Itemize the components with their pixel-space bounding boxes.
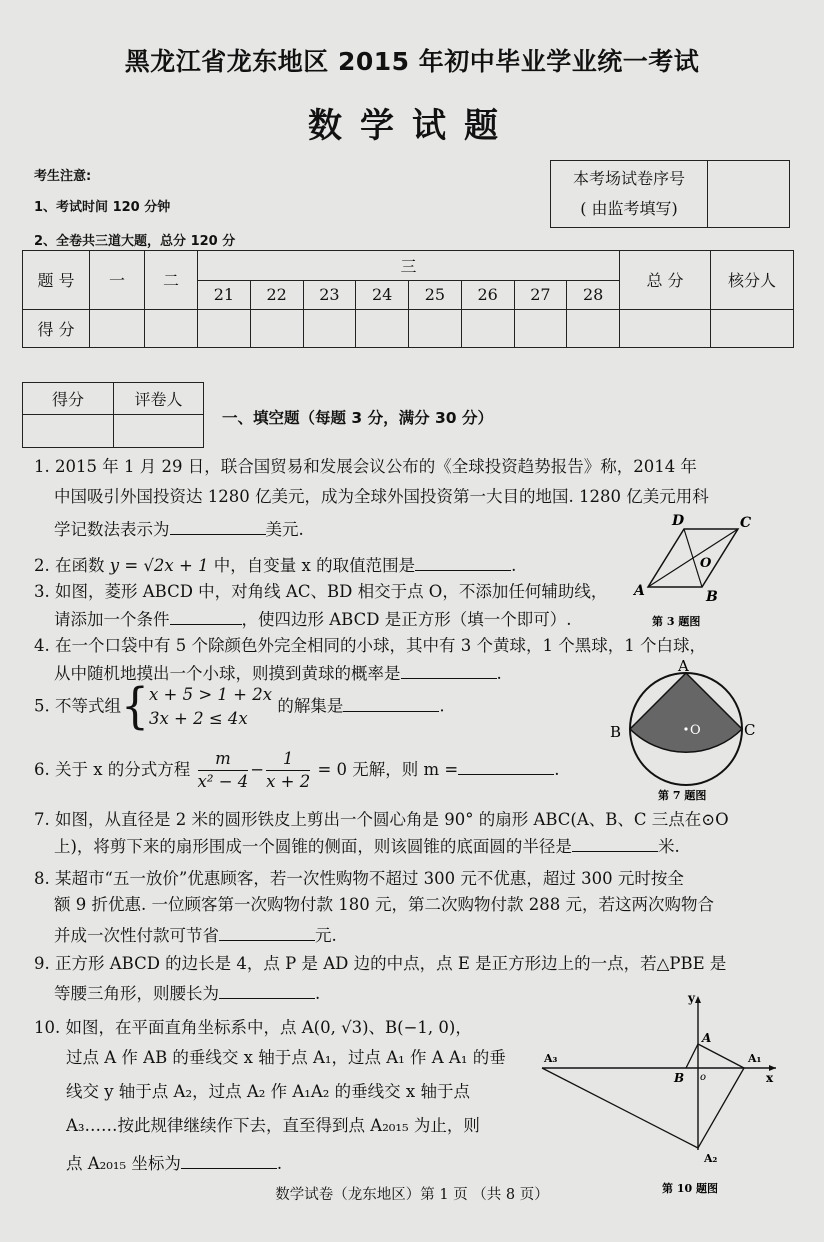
- q8-line-3: [54, 922, 337, 948]
- q6-fraction-1: [198, 748, 249, 793]
- col-total: 总 分: [620, 251, 711, 310]
- section-1-title: 一、填空题（每题 3 分，满分 30 分）: [222, 409, 493, 427]
- q8-unit: 元.: [315, 926, 337, 945]
- q7-text: 上)，将剪下来的扇形围成一个圆锥的侧面，则该圆锥的底面圆的半径是: [54, 837, 572, 856]
- sub-col-22: 22: [250, 281, 303, 309]
- q6-minus: −: [250, 760, 265, 779]
- fig3-label-b: B: [706, 589, 718, 605]
- segment-aa1: [698, 1044, 744, 1068]
- score-cell[interactable]: [303, 309, 356, 347]
- q10-line-3: 线交 y 轴于点 A₂，过点 A₂ 作 A₁A₂ 的垂线交 x 轴于点: [66, 1082, 470, 1101]
- q6-fraction-2: [266, 748, 310, 793]
- notice-item-1: 1、考试时间 120 分钟: [34, 200, 171, 215]
- q2-line: 2. 在函数 y = √2x + 1 中，自变量 x 的取值范围是 .: [34, 552, 516, 578]
- q9-line-1: 9. 正方形 ABCD 的边长是 4，点 P 是 AD 边的中点，点 E 是正方形边上的一点，若△PBE 是: [34, 954, 727, 973]
- fig3-label-o: O: [700, 556, 712, 571]
- seq-number-cell[interactable]: [708, 161, 790, 228]
- q5-inequality-2: 3x + 2 ≤ 4x: [149, 709, 248, 728]
- q2-text: 2. 在函数: [34, 556, 105, 575]
- q7-line-2: [54, 833, 680, 859]
- fig7-label-b: B: [610, 723, 622, 741]
- q4-line-1: 4. 在一个口袋中有 5 个除颜色外完全相同的小球，其中有 3 个黄球，1 个黑球，1 个白球，: [34, 636, 706, 655]
- q7-line-1: 7. 如图，从直径是 2 米的圆形铁皮上剪出一个圆心角是 90° 的扇形 ABC(A、B、C 三点在⊙O: [34, 810, 729, 829]
- q4-line-2: 从中随机地摸出一个小球，则摸到黄球的概率是 .: [54, 660, 502, 686]
- q3-line-1: 3. 如图，菱形 ABCD 中，对角线 AC、BD 相交于点 O，不添加任何辅助线，: [34, 582, 608, 601]
- q4-answer-blank[interactable]: [401, 660, 497, 679]
- q5-text: 5. 不等式组: [34, 696, 121, 716]
- score-cell[interactable]: [90, 309, 145, 347]
- score-cell[interactable]: [356, 309, 409, 347]
- q5-brace: {: [121, 678, 149, 735]
- fig7-label-o: O: [690, 723, 701, 738]
- q5-answer-blank[interactable]: [343, 693, 439, 712]
- exam-seq-box: [550, 160, 790, 228]
- seq-label-1: 本考场试卷序号: [572, 169, 685, 188]
- sub-col-21: 21: [198, 281, 251, 309]
- segment-ba: [686, 1044, 698, 1068]
- col-checker: 核分人: [711, 251, 794, 310]
- fig3-label-c: C: [740, 515, 752, 531]
- q7-answer-blank[interactable]: [572, 833, 658, 852]
- q1-line-2: 中国吸引外国投资达 1280 亿美元，成为全球外国投资第一大目的地国. 1280 亿美元用科: [54, 487, 709, 506]
- score-cell[interactable]: [567, 309, 620, 347]
- q6-numerator-1: m: [198, 748, 249, 771]
- q1-text: 学记数法表示为: [54, 520, 170, 539]
- q10-text: 点 A₂₀₁₅ 坐标为: [66, 1154, 181, 1173]
- grader-score-cell[interactable]: [23, 415, 114, 448]
- q9-line-2: 等腰三角形，则腰长为 .: [54, 980, 320, 1006]
- notice-heading: 考生注意:: [34, 169, 92, 184]
- seq-label-2: ( 由监考填写): [580, 199, 678, 218]
- sub-col-25: 25: [409, 281, 462, 309]
- notice-item-2: 2、全卷共三道大题，总分 120 分: [34, 234, 236, 249]
- q5-text-2: 的解集是: [277, 696, 344, 716]
- score-cell[interactable]: [514, 309, 567, 347]
- fig7-caption: 第 7 题图: [658, 789, 707, 802]
- figure-3-rhombus: [630, 505, 760, 630]
- q3-text-2: ，使四边形 ABCD 是正方形（填一个即可）.: [241, 610, 572, 629]
- grader-box: [22, 382, 204, 448]
- score-table: [22, 250, 794, 348]
- q3-text: 请添加一个条件: [54, 610, 170, 629]
- sector-abc: [630, 673, 742, 752]
- q8-line-2: 额 9 折优惠. 一位顾客第一次购物付款 180 元，第二次购物付款 288 元，若这两次购物合: [54, 895, 714, 914]
- q5-line: 5. 不等式组{ x + 5 > 1 + 2x 3x + 2 ≤ 4x 的解集是 .: [34, 678, 445, 735]
- q6-text: 6. 关于 x 的分式方程: [34, 760, 191, 779]
- q2-answer-blank[interactable]: [415, 552, 511, 571]
- fig3-label-a: A: [634, 583, 645, 599]
- q1-unit: 美元.: [265, 520, 304, 539]
- score-cell[interactable]: [145, 309, 198, 347]
- q10-line-2: 过点 A 作 AB 的垂线交 x 轴于点 A₁，过点 A₁ 作 A A₁ 的垂: [66, 1048, 506, 1067]
- sub-col-24: 24: [356, 281, 409, 309]
- sub-col-28: 28: [567, 281, 620, 309]
- score-cell[interactable]: [409, 309, 462, 347]
- sub-col-26: 26: [461, 281, 514, 309]
- grader-name-label: 评卷人: [114, 383, 204, 415]
- sub-col-23: 23: [303, 281, 356, 309]
- q3-answer-blank[interactable]: [170, 606, 242, 625]
- q10-line-1: 10. 如图，在平面直角坐标系中，点 A(0, √3)、B(−1, 0)，: [34, 1018, 472, 1037]
- fig10-label-a: A: [702, 1031, 712, 1045]
- fig10-label-a2: A₂: [704, 1152, 718, 1165]
- grader-score-label: 得分: [23, 383, 114, 415]
- page-footer: 数学试卷（龙东地区）第 1 页 （共 8 页）: [275, 1187, 549, 1203]
- fig10-label-a1: A₁: [748, 1052, 762, 1065]
- exam-title: 黑龙江省龙东地区 2015 年初中毕业学业统一考试: [124, 47, 700, 76]
- q9-answer-blank[interactable]: [219, 980, 315, 999]
- q6-numerator-2: 1: [266, 748, 310, 771]
- q7-unit: 米.: [657, 837, 680, 856]
- q8-line-1: 8. 某超市“五一放价”优惠顾客，若一次性购物不超过 300 元不优惠，超过 300 元时按全: [34, 869, 684, 888]
- score-cell[interactable]: [250, 309, 303, 347]
- q1-line-3: [54, 516, 304, 542]
- q10-line-5: 点 A₂₀₁₅ 坐标为 .: [66, 1150, 282, 1176]
- y-axis-arrow: [695, 996, 701, 1003]
- q1-line-1: 1. 2015 年 1 月 29 日，联合国贸易和发展会议公布的《全球投资趋势报告》称，2014 年: [34, 457, 697, 476]
- col-section-3: 三: [198, 251, 620, 281]
- fig3-label-d: D: [672, 513, 685, 529]
- fig10-caption: 第 10 题图: [662, 1182, 718, 1195]
- figure-7-sector: [600, 655, 770, 805]
- q9-text: 等腰三角形，则腰长为: [54, 984, 219, 1003]
- q10-answer-blank[interactable]: [181, 1150, 277, 1169]
- col-section-1: 一: [90, 251, 145, 310]
- center-dot: [684, 727, 687, 730]
- grader-name-cell[interactable]: [114, 415, 204, 448]
- fig3-caption: 第 3 题图: [652, 615, 701, 628]
- fig10-label-origin: o: [700, 1072, 707, 1083]
- q8-text: 并成一次性付款可节省: [54, 926, 219, 945]
- fig7-label-c: C: [744, 721, 756, 739]
- fig10-label-b: B: [674, 1071, 685, 1085]
- q2-function: y = √2x + 1: [109, 556, 209, 575]
- q4-text: 从中随机地摸出一个小球，则摸到黄球的概率是: [54, 664, 401, 683]
- score-cell[interactable]: [620, 309, 711, 347]
- q6-answer-blank[interactable]: [458, 756, 554, 775]
- fig10-label-a3: A₃: [544, 1052, 558, 1065]
- score-cell[interactable]: [198, 309, 251, 347]
- q6-denominator-2: x + 2: [266, 772, 311, 791]
- q8-answer-blank[interactable]: [219, 922, 315, 941]
- fig10-label-x: x: [766, 1071, 774, 1085]
- score-cell[interactable]: [711, 309, 794, 347]
- score-cell[interactable]: [461, 309, 514, 347]
- q6-denominator-1: x² − 4: [197, 772, 249, 791]
- q3-line-2: [54, 606, 571, 632]
- subject-title: 数学试题: [308, 106, 516, 146]
- sub-col-27: 27: [514, 281, 567, 309]
- q1-answer-blank[interactable]: [170, 516, 266, 535]
- row-label-question: 题 号: [23, 251, 90, 310]
- q6-line: 6. 关于 x 的分式方程 $\frac{m}{\text{x² − 4}}$ − $\frac{1}{x + 2}$ = 0 无解，则 m = .: [34, 749, 560, 791]
- fig7-label-a: A: [678, 657, 689, 675]
- q5-inequality-1: x + 5 > 1 + 2x: [149, 685, 273, 704]
- q2-text-2: 中，自变量 x 的取值范围是: [213, 556, 416, 575]
- q6-text-2: = 0 无解，则 m =: [317, 760, 459, 779]
- figure-10-coordinates: [538, 990, 788, 1202]
- col-section-2: 二: [145, 251, 198, 310]
- q10-line-4: A₃……按此规律继续作下去，直至得到点 A₂₀₁₅ 为止，则: [66, 1116, 480, 1135]
- fig10-label-y: y: [688, 991, 695, 1005]
- row-label-score: 得 分: [23, 309, 90, 347]
